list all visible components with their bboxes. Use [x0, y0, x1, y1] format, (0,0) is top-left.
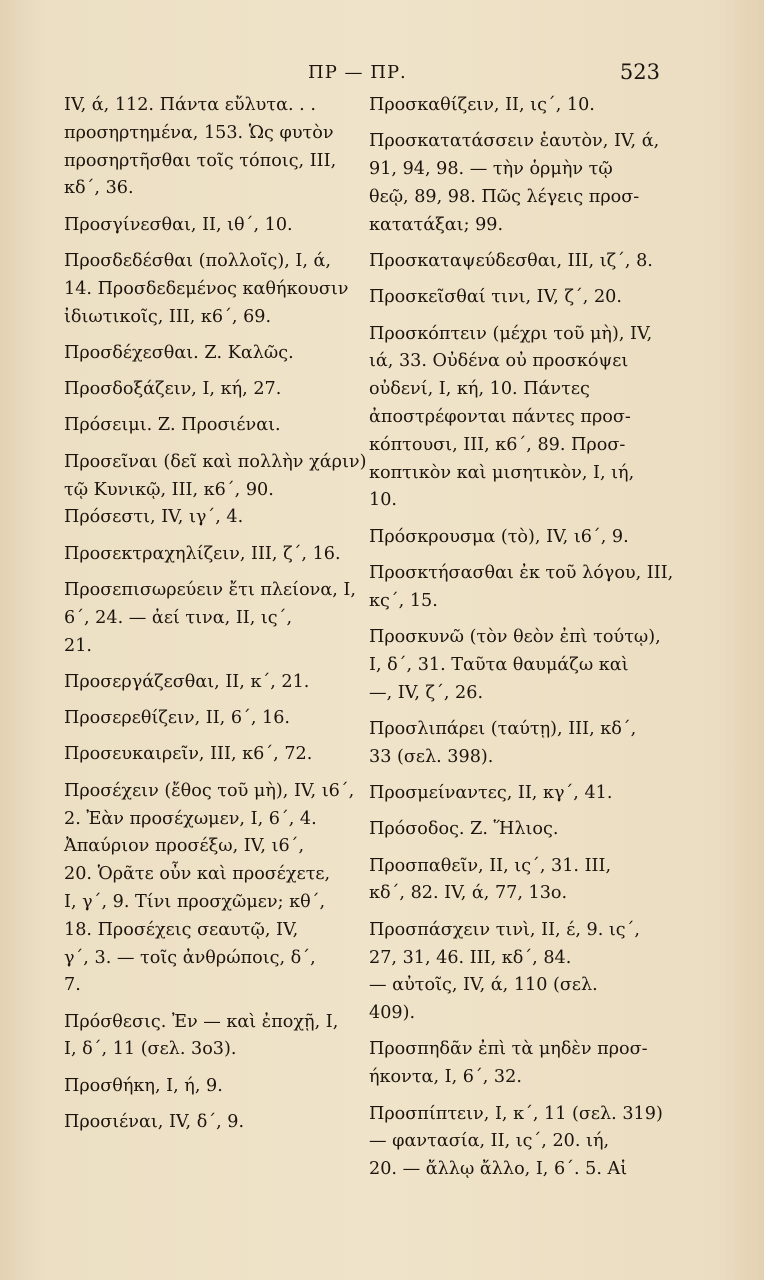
- entry-line: Προσκυνῶ (τὸν θεὸν ἐπὶ τούτῳ),: [369, 627, 661, 648]
- entry-line: ἀποστρέφονται πάντες προσ-: [369, 406, 631, 427]
- entry-line: κδ΄, 36.: [64, 178, 134, 199]
- entry-line: 91, 94, 98. — τὴν ὁρμὴν τῷ: [369, 159, 613, 180]
- entry-line: 20. — ἄλλῳ ἄλλο, I, 6΄. 5. Αἱ: [369, 1159, 628, 1180]
- page-header: [0, 60, 764, 90]
- index-entry: [369, 1101, 661, 1184]
- entry-line: ήκοντα, I, 6΄, 32.: [369, 1067, 522, 1088]
- running-head: ΠΡ — ΠΡ.: [308, 62, 407, 83]
- index-entry: [64, 577, 356, 660]
- index-entry: [369, 248, 661, 276]
- entry-line: Προσπάσχειν τινὶ, II, έ, 9. ις΄,: [369, 919, 641, 940]
- entry-line: Προσθήκη, I, ή, 9.: [64, 1075, 223, 1096]
- entry-line: Προσκόπτειν (μέχρι τοῦ μὴ), IV,: [369, 323, 653, 344]
- page-number: 523: [619, 60, 660, 84]
- entry-line: 7.: [64, 975, 81, 996]
- entry-line: Προσερεθίζειν, II, 6΄, 16.: [64, 708, 291, 729]
- entry-line: Προσδοξάζειν, I, κή, 27.: [64, 379, 282, 400]
- index-entry: [64, 741, 356, 769]
- entry-line: κόπτουσι, III, κ6΄, 89. Προσ-: [369, 434, 626, 455]
- index-entry: [369, 853, 661, 909]
- right-column: [369, 92, 674, 1192]
- entry-line: προσηρτημένα, 153. Ὡς φυτὸν: [64, 122, 334, 143]
- index-entry: [369, 624, 661, 707]
- entry-line: Προσκατατάσσειν ἑαυτὸν, IV, ά,: [369, 131, 660, 152]
- entry-line: Προσκτήσασθαι ἐκ τοῦ λόγου, III,: [369, 562, 674, 583]
- index-entry: [369, 321, 661, 516]
- index-entry: [64, 92, 356, 203]
- index-entry: [369, 816, 661, 844]
- entry-line: ἰδιωτικοῖς, III, κ6΄, 69.: [64, 306, 272, 327]
- entry-line: Προσγίνεσθαι, II, ιθ΄, 10.: [64, 214, 293, 235]
- entry-line: Προσκαταψεύδεσθαι, III, ιζ΄, 8.: [369, 250, 653, 271]
- entry-line: IV, ά, 112. Πάντα εὔλυτα. . .: [64, 95, 316, 115]
- entry-line: κατατάξαι; 99.: [369, 214, 504, 235]
- entry-line: Πρόσθεσις. Ἐν — καὶ ἐποχῇ, I,: [64, 1011, 339, 1032]
- entry-line: τῷ Κυνικῷ, III, κ6΄, 90.: [64, 479, 274, 500]
- entry-line: I, δ΄, 11 (σελ. 3ο3).: [64, 1039, 237, 1060]
- entry-line: — αὐτοῖς, IV, ά, 110 (σελ.: [369, 975, 598, 996]
- index-entry: [64, 1009, 356, 1065]
- entry-line: Προσεῖναι (δεῖ καὶ πολλὴν χάριν): [64, 451, 367, 472]
- entry-line: ιά, 33. Οὐδένα οὐ προσκόψει: [369, 351, 629, 372]
- index-entry: [369, 716, 661, 772]
- entry-line: κοπτικὸν καὶ μισητικὸν, I, ιή,: [369, 462, 635, 483]
- entry-line: Προσκεῖσθαί τινι, IV, ζ΄, 20.: [369, 287, 622, 308]
- entry-line: 14. Προσδεδεμένος καθήκουσιν: [64, 278, 349, 299]
- entry-line: κς΄, 15.: [369, 590, 438, 611]
- entry-line: Προσπηδᾶν ἐπὶ τὰ μηδὲν προσ-: [369, 1039, 648, 1060]
- entry-line: —, IV, ζ΄, 26.: [369, 682, 484, 703]
- index-entry: [64, 778, 356, 1000]
- index-entry: [369, 128, 661, 239]
- index-entry: [369, 1036, 661, 1092]
- entry-line: 10.: [369, 490, 397, 511]
- entry-line: — φαντασία, II, ις΄, 20. ιή,: [369, 1131, 610, 1152]
- index-entry: [369, 780, 661, 808]
- index-entry: [64, 541, 356, 569]
- index-entry: [64, 449, 367, 532]
- entry-line: 6΄, 24. — ἀεί τινα, II, ις΄,: [64, 607, 293, 628]
- entry-line: Προσπίπτειν, I, κ΄, 11 (σελ. 319): [369, 1103, 663, 1124]
- entry-line: Προσιέναι, IV, δ΄, 9.: [64, 1112, 245, 1132]
- entry-line: Προσλιπάρει (ταύτῃ), III, κδ΄,: [369, 718, 637, 739]
- index-entry: [64, 412, 356, 440]
- entry-line: θεῷ, 89, 98. Πῶς λέγεις προσ-: [369, 186, 640, 207]
- entry-line: γ΄, 3. — τοῖς ἀνθρώποις, δ΄,: [64, 947, 316, 968]
- entry-line: Προσεκτραχηλίζειν, III, ζ΄, 16.: [64, 543, 341, 564]
- entry-line: 33 (σελ. 398).: [369, 746, 494, 767]
- entry-line: Πρόσοδος. Ζ. Ἥλιος.: [369, 819, 559, 840]
- entry-line: 27, 31, 46. III, κδ΄, 84.: [369, 947, 572, 968]
- index-entry: [64, 212, 356, 240]
- index-entry: [64, 376, 356, 404]
- entry-line: 2. Ἐὰν προσέχωμεν, I, 6΄, 4.: [64, 808, 317, 829]
- entry-line: Προσδεδέσθαι (πολλοῖς), I, ά,: [64, 250, 331, 271]
- entry-line: Προσεπισωρεύειν ἔτι πλείονα, I,: [64, 579, 356, 600]
- entry-line: Πρόσκρουσμα (τὸ), IV, ι6΄, 9.: [369, 526, 629, 547]
- index-entry: [64, 1109, 356, 1137]
- entry-line: I, δ΄, 31. Ταῦτα θαυμάζω καὶ: [369, 654, 629, 675]
- entry-line: 409).: [369, 1003, 416, 1024]
- index-entry: [64, 1073, 356, 1101]
- left-column: [64, 92, 367, 1145]
- entry-line: Προσέχειν (ἔθος τοῦ μὴ), IV, ι6΄,: [64, 780, 355, 801]
- entry-line: 21.: [64, 635, 92, 656]
- index-entry: [64, 340, 356, 368]
- index-entry: [369, 560, 674, 616]
- index-entry: [369, 284, 661, 312]
- index-entry: [64, 669, 356, 697]
- entry-line: Ἀπαύριον προσέξω, IV, ι6΄,: [64, 836, 305, 857]
- entry-line: Προσδέχεσθαι. Ζ. Καλῶς.: [64, 342, 294, 363]
- entry-line: Προσκαθίζειν, II, ις΄, 10.: [369, 95, 595, 115]
- entry-line: Προσεργάζεσθαι, II, κ΄, 21.: [64, 671, 310, 692]
- entry-line: οὐδενί, I, κή, 10. Πάντες: [369, 379, 590, 400]
- index-entry: [369, 917, 661, 1028]
- entry-line: κδ΄, 82. IV, ά, 77, 13ο.: [369, 883, 568, 904]
- entry-line: Προσμείναντες, II, κγ΄, 41.: [369, 783, 613, 804]
- entry-line: Προσευκαιρεῖν, III, κ6΄, 72.: [64, 744, 313, 765]
- index-entry: [369, 92, 661, 120]
- entry-line: Πρόσεστι, IV, ιγ΄, 4.: [64, 507, 244, 528]
- entry-line: 18. Προσέχεις σεαυτῷ, IV,: [64, 919, 299, 940]
- entry-line: 20. Ὁρᾶτε οὖν καὶ προσέχετε,: [64, 864, 331, 885]
- index-entry: [64, 248, 356, 331]
- entry-line: Προσπαθεῖν, II, ις΄, 31. III,: [369, 855, 612, 876]
- entry-line: Πρόσειμι. Ζ. Προσιέναι.: [64, 415, 281, 436]
- index-entry: [369, 524, 661, 552]
- entry-line: I, γ΄, 9. Τίνι προσχῶμεν; κθ΄,: [64, 891, 326, 912]
- index-entry: [64, 705, 356, 733]
- entry-line: προσηρτῆσθαι τοῖς τόποις, III,: [64, 150, 337, 171]
